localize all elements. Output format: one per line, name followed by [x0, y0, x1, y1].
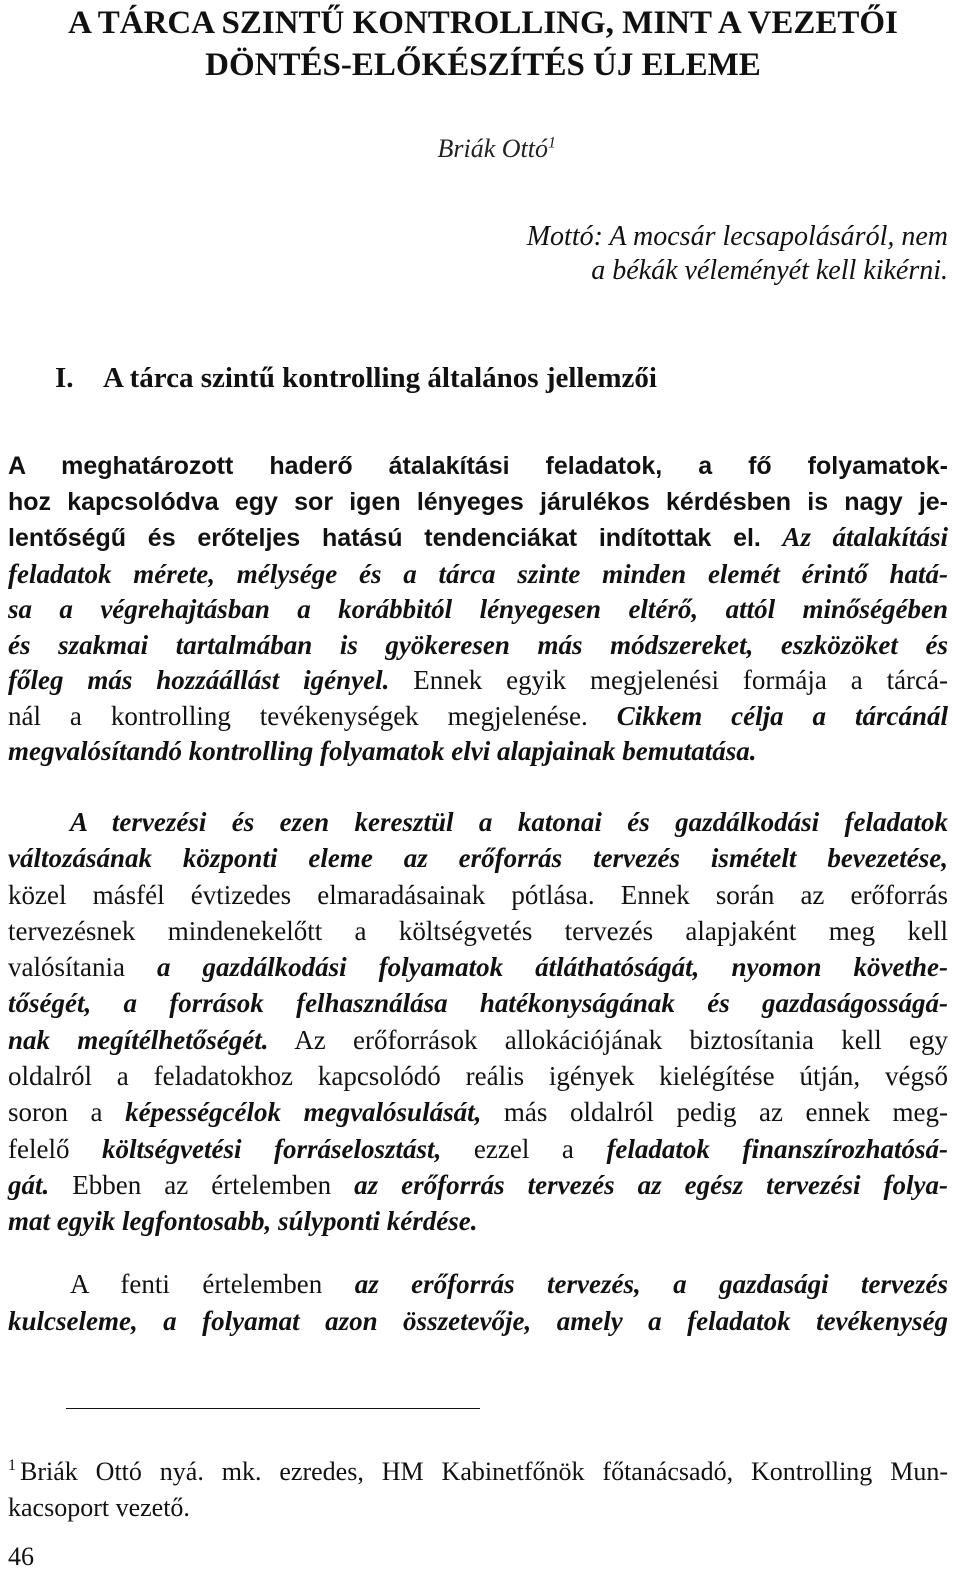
footnote-separator	[66, 1408, 480, 1409]
plain-text: közel másfél évtizedes elmaradásainak pótlása.	[8, 879, 595, 910]
emphasis-text: az erőforrás tervezés az egész tervezési folya-	[354, 1169, 949, 1200]
emphasis-text: költségvetési forráselosztást,	[102, 1133, 442, 1164]
motto-line-1: Mottó: A mocsár lecsapolásáról, nem	[526, 221, 948, 252]
author-byline	[8, 134, 556, 164]
paragraph-line	[8, 663, 948, 699]
paragraph-2	[8, 804, 948, 1240]
emphasis-text: gát.	[8, 1169, 50, 1200]
paragraph-1	[8, 449, 948, 770]
emphasis-text: Cikkem célja a tárcánál	[616, 700, 948, 731]
plain-text: A fenti értelemben	[70, 1269, 323, 1299]
paragraph-line	[8, 699, 948, 735]
motto-line-2: a békák véleményét kell kikérni.	[591, 255, 948, 286]
page-number: 46	[8, 1542, 34, 1571]
emphasis-text: az erőforrás tervezés, a gazdasági tervezés	[354, 1269, 948, 1299]
paragraph-line: oldalról a feladatokhoz kapcsolódó reális igények kielégítése útján, végső	[8, 1061, 948, 1092]
plain-text: Ebben az értelemben	[72, 1169, 332, 1200]
plain-text: valósítania	[8, 952, 125, 983]
author-name: Briák Ottó	[437, 134, 548, 163]
paragraph-line	[8, 949, 948, 985]
paragraph-line: mat egyik legfontosabb, súlyponti kérdése.	[8, 1206, 478, 1237]
footnote	[8, 1454, 948, 1526]
paragraph-line	[8, 520, 948, 557]
emphasis-text: főleg más hozzáállást igényel.	[8, 665, 390, 695]
paragraph-line: feladatok mérete, mélysége és a tárca szinte minden elemét érintő hatá-	[8, 558, 948, 589]
paragraph-line: megvalósítandó kontrolling folyamatok elvi alapjainak bemutatása.	[8, 736, 757, 766]
paragraph-line: tőségét, a források felhasználása hatékonyságának és gazdaságosságá-	[8, 988, 948, 1019]
plain-text: Az erőforrások allokációjának biztosítania kell egy	[294, 1024, 948, 1055]
plain-text: soron a	[8, 1097, 103, 1128]
paragraph-line	[8, 1266, 948, 1303]
plain-text: ezzel a	[473, 1133, 574, 1164]
plain-text: más oldalról pedig az ennek meg-	[503, 1097, 949, 1128]
footnote-line: kacsoport vezető.	[8, 1493, 190, 1522]
paragraph-line: hoz kapcsolódva egy sor igen lényeges járulékos kérdésben is nagy je-	[8, 487, 948, 516]
paragraph-line	[8, 1131, 948, 1167]
paragraph-line: tervezésnek mindenekelőtt a költségvetés tervezés alapjaként meg kell	[8, 915, 948, 946]
emphasis-text: nak megítélhetőségét.	[8, 1024, 269, 1055]
paragraph-3	[8, 1266, 948, 1340]
paragraph-line: A meghatározott haderő átalakítási feladatok, a fő folyamatok-	[8, 452, 948, 480]
paragraph-line	[8, 877, 948, 913]
paragraph-line: és szakmai tartalmában is gyökeresen más módszereket, eszközöket és	[8, 629, 948, 660]
plain-text: Ennek során az erőforrás	[620, 879, 948, 910]
emphasis-text: képességcélok megvalósulását,	[125, 1097, 482, 1128]
paragraph-line: változásának központi eleme az erőforrás tervezés ismételt bevezetése,	[8, 843, 948, 874]
section-title: A tárca szintű kontrolling általános jellemzői	[103, 362, 657, 394]
emphasis-text: a gazdálkodási folyamatok átláthatóságát, nyomon követhe-	[157, 952, 948, 983]
footnote-marker: 1	[8, 1457, 16, 1475]
paragraph-line: A tervezési és ezen keresztül a katonai és gazdálkodási feladatok	[70, 807, 948, 837]
motto	[388, 220, 948, 288]
paragraph-line	[8, 1094, 948, 1130]
footnote-line	[8, 1454, 948, 1490]
section-heading	[55, 362, 657, 395]
plain-text: felelő	[8, 1133, 70, 1164]
bold-text: lentőségű és erőteljes hatású tendenciákat indítottak el.	[8, 524, 761, 552]
emphasis-text: feladatok finanszírozhatósá-	[606, 1133, 949, 1164]
paragraph-line: sa a végrehajtásban a korábbitól lényegesen eltérő, attól minőségében	[8, 594, 948, 624]
plain-text: Ennek egyik megjelenési formája a tárcá-	[413, 665, 948, 695]
footnote-text: Briák Ottó nyá. mk. ezredes, HM Kabinetfőnök főtanácsadó, Kontrolling Mun-	[20, 1457, 948, 1486]
title-line-1: A TÁRCA SZINTŰ KONTROLLING, MINT A VEZETŐI	[68, 5, 898, 41]
paragraph-line	[8, 1167, 948, 1203]
section-number: I.	[55, 362, 74, 394]
emphasis-text: Az átalakítási	[782, 522, 949, 552]
title-line-2: DÖNTÉS-ELŐKÉSZÍTÉS ÚJ ELEME	[205, 47, 761, 83]
paragraph-line: kulcseleme, a folyamat azon összetevője, amely a feladatok tevékenység	[8, 1306, 948, 1336]
plain-text: nál a kontrolling tevékenységek megjelenése.	[8, 700, 588, 731]
author-footnote-ref: 1	[548, 134, 556, 152]
paragraph-line	[8, 1022, 948, 1058]
article-title	[8, 2, 958, 86]
